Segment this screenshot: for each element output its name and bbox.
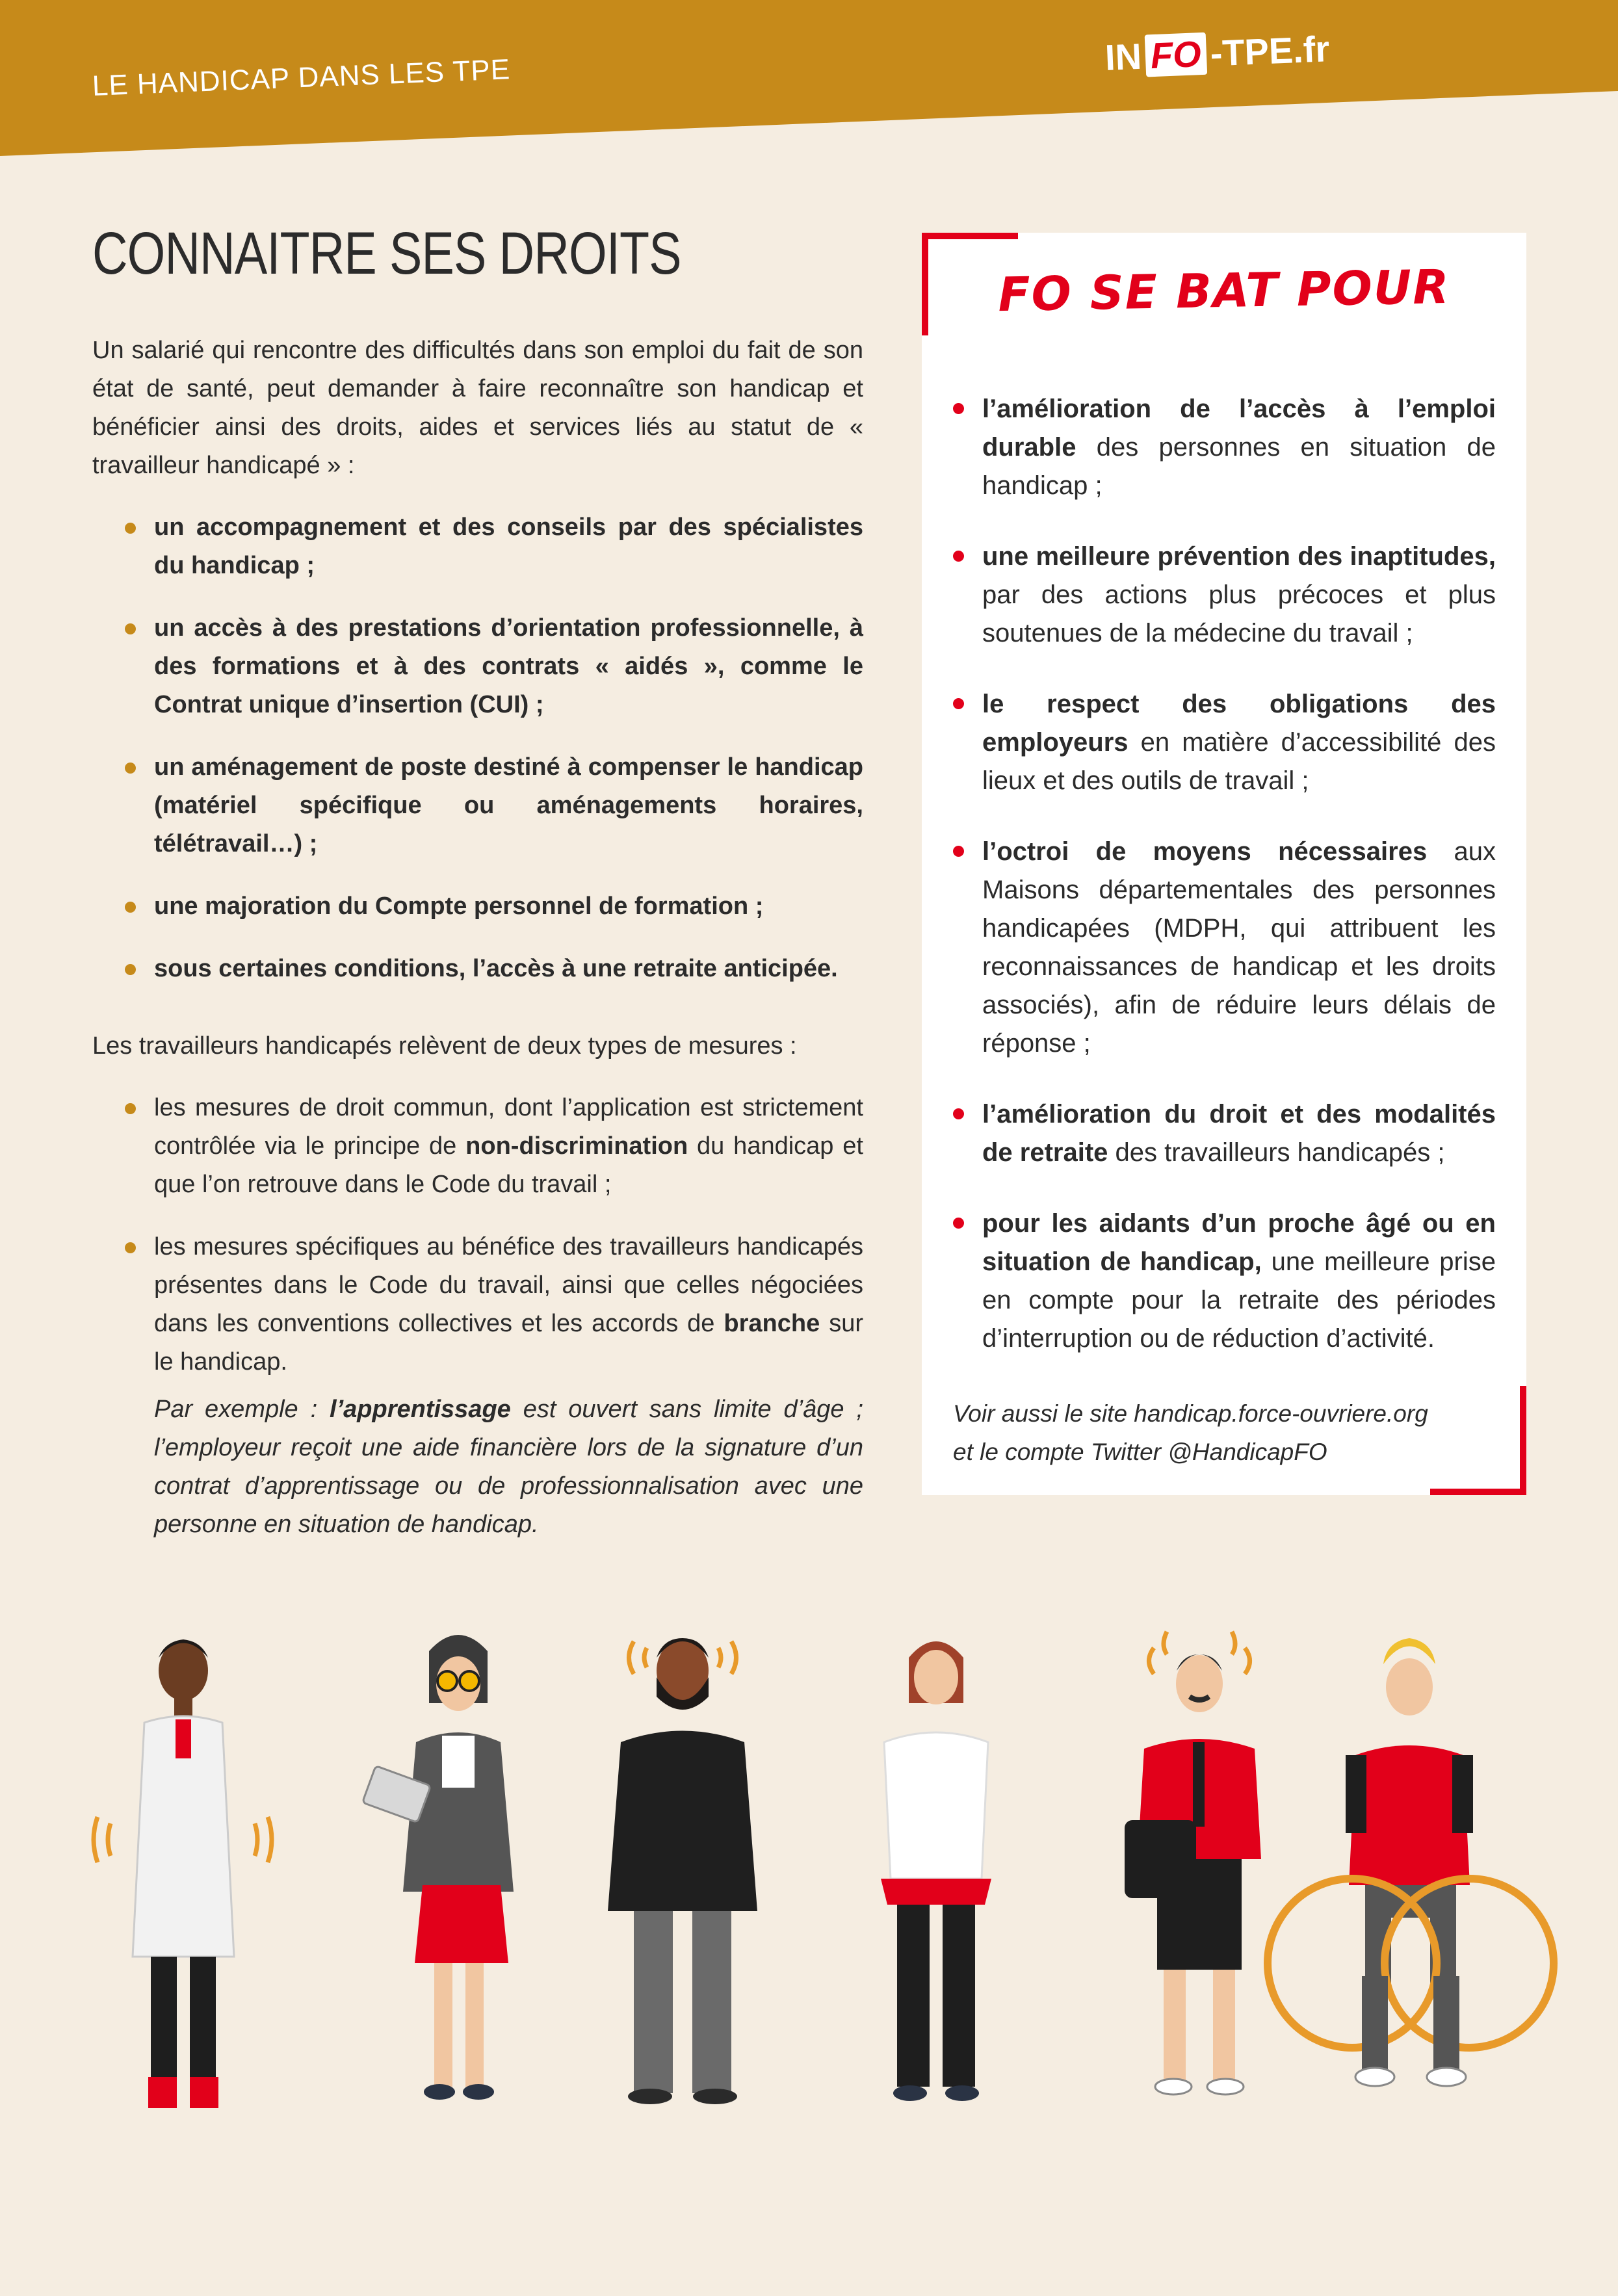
brand-part-3: -TPE.fr [1209, 27, 1331, 73]
box-list [953, 390, 1496, 1390]
list-item [92, 1089, 863, 1204]
right-text: un accès à des prestations d’orientation professionnelle, à des formations et à des contrats « aidés », comme le Contrat unique d’insertion (CUI) ; [154, 614, 863, 718]
right-text: sous certaines conditions, l’accès à une retraite anticipée. [154, 955, 838, 982]
list-item [953, 1205, 1496, 1358]
bullet-dot-icon [953, 403, 964, 414]
person-glasses-figure [362, 1635, 514, 2100]
example-bold: l’apprentissage [330, 1396, 511, 1423]
item-rest: en matière d’accessibilité des lieux et des outils de travail ; [982, 728, 1496, 795]
item-rest: des travailleurs handicapés ; [1108, 1138, 1445, 1167]
list-item [92, 508, 863, 585]
bullet-dot-icon [953, 551, 964, 562]
people-svg [0, 1612, 1618, 2132]
example-pre: Par exemple : [154, 1396, 330, 1423]
person-doctor-figure [94, 1639, 272, 2108]
example-post: est ouvert sans limite d’âge ; l’employeur reçoit une aide financière lors de la signature d’un contrat d’apprentissage ou de professionnalisation avec une personne en situation de handicap. [154, 1396, 863, 1538]
item-bold: une meilleure prévention des inaptitudes, [982, 542, 1496, 571]
item-bold: l’octroi de moyens nécessaires [982, 837, 1428, 866]
brand-part-2: FO [1145, 32, 1207, 77]
person-bag-figure [1125, 1632, 1261, 2094]
list-item [953, 390, 1496, 505]
bullet-dot-icon [125, 763, 136, 774]
list-item [92, 950, 863, 988]
right-text: un aménagement de poste destiné à compenser le handicap (matériel spécifique ou aménagements horaires, télétravail…) ; [154, 753, 863, 857]
mesure-pre: les mesures spécifiques au bénéfice des travailleurs handicapés présentes dans le Code du travail, ainsi que celles négociées dans les conventions collectives et les accords de [154, 1233, 863, 1337]
bullet-dot-icon [125, 523, 136, 534]
list-item [92, 1228, 863, 1544]
mesure-bold: non-discrimination [465, 1132, 688, 1160]
rights-list [92, 508, 863, 988]
right-text: une majoration du Compte personnel de formation ; [154, 893, 764, 920]
bullet-dot-icon [953, 698, 964, 709]
section-tag: LE HANDICAP DANS LES TPE [91, 53, 511, 102]
bullet-dot-icon [953, 1218, 964, 1229]
left-column [92, 332, 863, 1568]
mesure-post: sur le handicap. [154, 1310, 863, 1376]
corner-bottom-v [1520, 1386, 1526, 1495]
item-bold: le respect des obligations des employeurs [982, 690, 1496, 757]
right-text: un accompagnement et des conseils par des spécialistes du handicap ; [154, 514, 863, 579]
person-bearded-figure [608, 1638, 757, 2104]
list-item [92, 609, 863, 724]
intro-paragraph: Un salarié qui rencontre des difficultés dans son emploi du fait de son état de santé, peut demander à faire reconnaître son handicap et bénéficier ainsi des droits, aides et services liés au statut de « travailleur handicapé » : [92, 337, 863, 479]
list-item [92, 887, 863, 926]
brand-part-1: IN [1104, 35, 1143, 78]
bullet-dot-icon [125, 1103, 136, 1114]
list-item [92, 748, 863, 863]
list-item [953, 1095, 1496, 1172]
mesure-bold: branche [724, 1310, 820, 1337]
list-item [953, 685, 1496, 800]
list-item [953, 833, 1496, 1063]
item-bold: l’amélioration de l’accès à l’emploi durable [982, 395, 1496, 462]
bullet-dot-icon [953, 846, 964, 857]
person-wheelchair-figure [1268, 1638, 1554, 2086]
item-rest: aux Maisons départementales des personnes handicapées (MDPH, qui attribuent les reconnaissances de handicap et les droits associés), afin de réduire leurs délais de réponse ; [982, 837, 1496, 1058]
item-bold: l’amélioration du droit et des modalités de retraite [982, 1100, 1496, 1167]
mesures-list [92, 1089, 863, 1544]
box-title: FO SE BAT POUR [997, 259, 1451, 322]
item-rest: par des actions plus précoces et plus soutenues de la médecine du travail ; [982, 581, 1496, 647]
mesures-intro: Les travailleurs handicapés relèvent de deux types de mesures : [92, 1032, 797, 1060]
bullet-dot-icon [125, 1242, 136, 1253]
mesure-post: du handicap et que l’on retrouve dans le Code du travail ; [154, 1132, 863, 1198]
bullet-dot-icon [125, 964, 136, 975]
bullet-dot-icon [953, 1108, 964, 1119]
page-title: CONNAITRE SES DROITS [92, 220, 681, 287]
people-illustration [0, 1612, 1618, 2132]
corner-bottom-h [1430, 1489, 1526, 1495]
list-item [953, 538, 1496, 653]
footer-line-site[interactable]: Voir aussi le site handicap.force-ouvriere.org [953, 1400, 1428, 1427]
item-rest: des personnes en situation de handicap ; [982, 433, 1496, 500]
item-bold: pour les aidants d’un proche âgé ou en situation de handicap, [982, 1209, 1496, 1276]
bullet-dot-icon [125, 902, 136, 913]
bullet-dot-icon [125, 623, 136, 634]
footer-line-twitter[interactable]: et le compte Twitter @HandicapFO [953, 1439, 1327, 1465]
brand-logo[interactable] [1104, 22, 1330, 83]
person-woman-figure [881, 1641, 991, 2101]
mesure-pre: les mesures de droit commun, dont l’application est strictement contrôlée via le principe de [154, 1094, 863, 1160]
box-footer [953, 1394, 1496, 1471]
corner-top-h [922, 233, 1018, 239]
example-paragraph [154, 1390, 863, 1544]
item-rest: une meilleure prise en compte pour la retraite des périodes d’interruption ou de réduction d’activité. [982, 1247, 1496, 1353]
